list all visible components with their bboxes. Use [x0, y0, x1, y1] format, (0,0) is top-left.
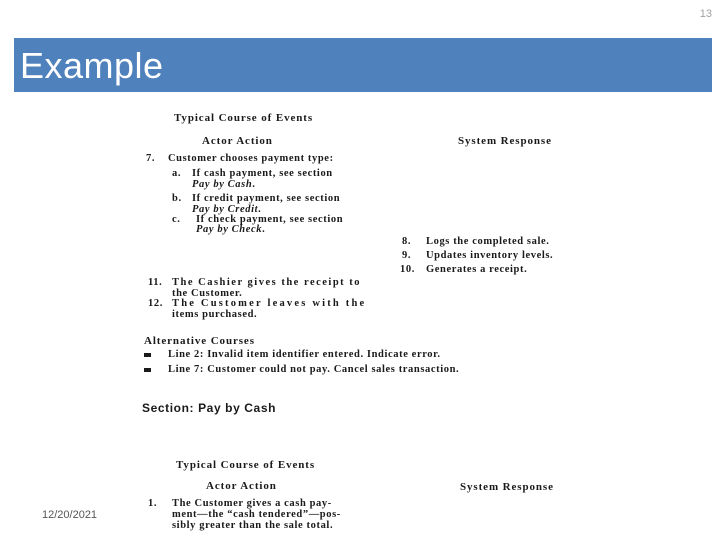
actor-action-header: Actor Action [202, 135, 273, 147]
step-7c-period: . [262, 224, 266, 235]
step-12-line2: items purchased. [172, 309, 258, 320]
system-response-header: System Response [458, 135, 552, 147]
step-7a-line1: If cash payment, see section [192, 168, 333, 179]
step-12-number: 12. [148, 298, 163, 309]
cash-step-1-line1: The Customer gives a cash pay- [172, 498, 332, 509]
cash-step-1-number: 1. [148, 498, 158, 509]
cash-step-1-line2: ment—the “cash tendered”—pos- [172, 509, 341, 520]
step-7a-line2 [192, 179, 256, 190]
actor-action-header-2: Actor Action [206, 480, 277, 492]
title-bar [14, 38, 712, 92]
slide-title: Example [20, 45, 164, 86]
step-11-line2: the Customer. [172, 288, 243, 299]
alternative-bullet-2 [144, 368, 151, 372]
step-7b-section-link: Pay by Credit [192, 204, 259, 215]
step-11-number: 11. [148, 277, 163, 288]
step-9-text: Updates inventory levels. [426, 250, 554, 261]
step-7b-period: . [258, 204, 262, 215]
step-7a-period: . [252, 179, 256, 190]
typical-course-heading: Typical Course of Events [174, 112, 314, 124]
step-7a-section-link: Pay by Cash [192, 179, 253, 190]
step-7b-label: b. [172, 193, 182, 204]
step-7-number: 7. [146, 153, 156, 164]
step-8-number: 8. [402, 236, 412, 247]
alternative-item-2: Line 7: Customer could not pay. Cancel sales transaction. [168, 364, 460, 375]
step-9-number: 9. [402, 250, 412, 261]
step-7c-line2 [196, 224, 265, 235]
system-response-header-2: System Response [460, 481, 554, 493]
alternative-item-1: Line 2: Invalid item identifier entered. Indicate error. [168, 349, 441, 360]
step-7b-line1: If credit payment, see section [192, 193, 341, 204]
step-7c-line1: If check payment, see section [196, 214, 344, 225]
step-10-number: 10. [400, 264, 415, 275]
page-number: 13 [699, 8, 712, 20]
step-12-line1: The Customer leaves with the [172, 298, 367, 309]
scanned-use-case-image [130, 100, 600, 535]
step-8-text: Logs the completed sale. [426, 236, 550, 247]
cash-step-1-line3: sibly greater than the sale total. [172, 520, 334, 531]
step-10-text: Generates a receipt. [426, 264, 528, 275]
footer-date: 12/20/2021 [42, 509, 98, 521]
step-11-line1: The Cashier gives the receipt to [172, 277, 362, 288]
step-7c-label: c. [172, 214, 181, 225]
typical-course-heading-2: Typical Course of Events [176, 459, 316, 471]
pay-by-cash-section-title: Section: Pay by Cash [142, 401, 277, 415]
step-7a-label: a. [172, 168, 182, 179]
step-7c-section-link: Pay by Check [196, 224, 263, 235]
alternative-courses-heading: Alternative Courses [144, 335, 255, 347]
alternative-bullet-1 [144, 353, 151, 357]
step-7-text: Customer chooses payment type: [168, 153, 334, 164]
